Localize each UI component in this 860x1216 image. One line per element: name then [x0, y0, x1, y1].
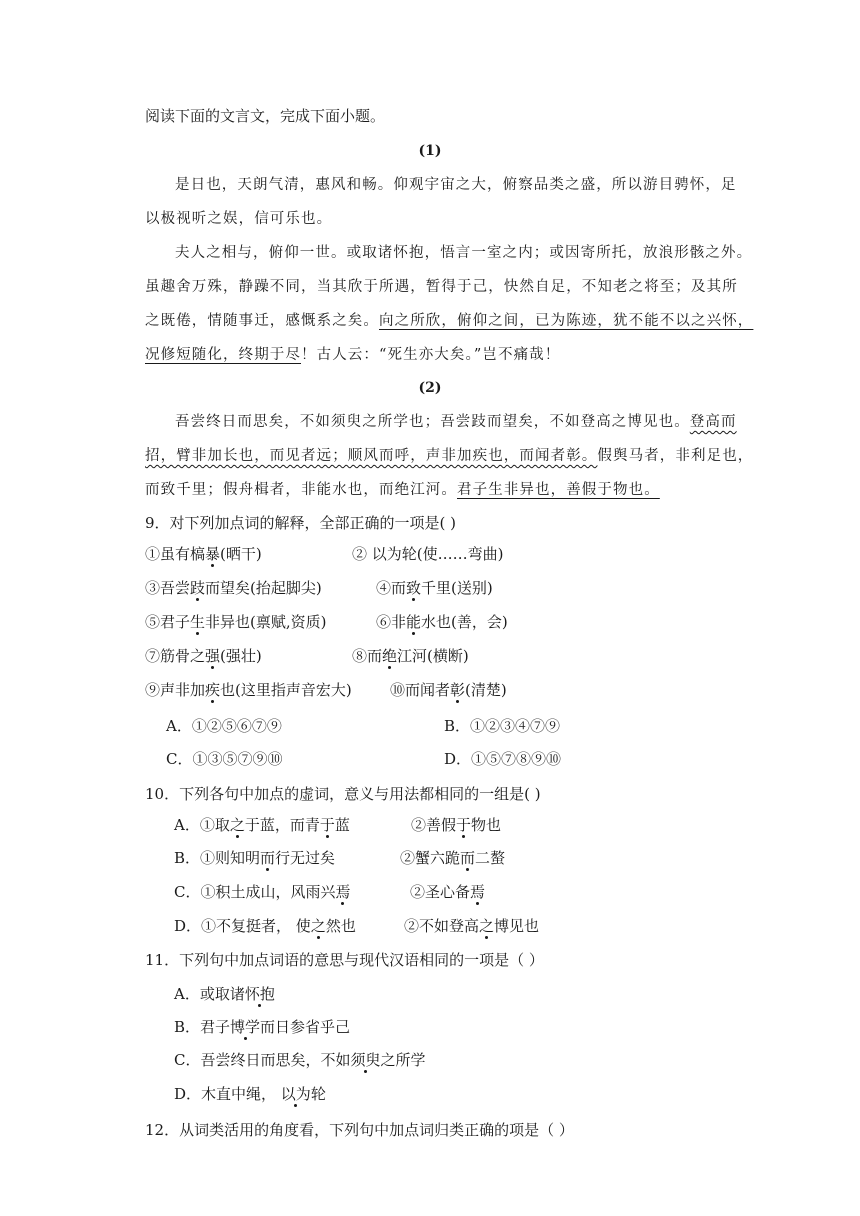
- question-12-stem: 12．从词类活用的角度看，下列句中加点词归类正确的项是（ ）: [145, 1121, 574, 1139]
- passage-1-line-6-text: ！古人云：“死生亦大矣。”岂不痛哉！: [301, 347, 561, 363]
- q10-option-d-part-2: ②不如登高之博见也: [404, 917, 540, 935]
- passage-2-line-2-text: 假舆马者，非利足也，: [597, 448, 754, 464]
- dotted-word: 以为: [280, 1085, 311, 1103]
- dotted-word: 疾: [205, 681, 221, 699]
- passage-1-line-3: 夫人之相与，俯仰一世。或取诸怀抱，悟言一室之内；或因寄所托，放浪形骸之外。: [175, 245, 753, 261]
- dotted-word: 强: [205, 647, 221, 665]
- q9-item-6: ⑥非能水也(善，会): [376, 613, 508, 631]
- passage-1-line-2: 以极视听之娱，信可乐也。: [145, 211, 333, 227]
- dotted-word: 须臾: [350, 1051, 381, 1069]
- dotted-word: 而: [460, 849, 476, 867]
- dotted-word: 之: [229, 816, 245, 834]
- question-11-stem: 11．下列句中加点词语的意思与现代汉语相同的一项是（ ）: [145, 951, 544, 969]
- dotted-word: 博学: [230, 1018, 261, 1036]
- dotted-word: 焉: [335, 883, 351, 901]
- dotted-word: 于: [456, 816, 472, 834]
- dotted-word: 焉: [470, 883, 486, 901]
- q11-option-c[interactable]: C．吾尝终日而思矣，不如须臾之所学: [174, 1051, 426, 1069]
- passage-2-line-3-text: 而致千里；假舟楫者，非能水也，而绝江河。: [145, 482, 457, 498]
- dotted-word: 绝: [382, 647, 398, 665]
- passage-1-line-6: [145, 345, 560, 365]
- dotted-word: 生: [190, 613, 206, 631]
- dotted-word: 之: [310, 917, 326, 935]
- q11-option-a[interactable]: A．或取诸怀抱: [174, 985, 275, 1003]
- q10-option-a[interactable]: A．①取之于蓝，而青于蓝: [174, 816, 350, 834]
- question-9-stem: 9．对下列加点词的解释，全部正确的一项是( ): [145, 514, 457, 532]
- q9-item-1: ①虽有槁暴(晒干): [145, 545, 262, 563]
- passage-2-line-1: [175, 412, 737, 432]
- dotted-word: 暴: [205, 545, 221, 563]
- passage-2-line-1-text: 吾尝终日而思矣，不如须臾之所学也；吾尝跂而望矣，不如登高之博见也。: [175, 414, 690, 430]
- passage-1-line-5: [145, 311, 753, 331]
- underlined-sentence-1a: 向之所欣，俯仰之间，已为陈迹，犹不能不以之兴怀，: [379, 313, 754, 329]
- part-1-title: (1): [418, 143, 442, 159]
- dotted-word: 而: [260, 849, 276, 867]
- q9-option-a[interactable]: A．①②⑤⑥⑦⑨: [166, 717, 282, 735]
- q10-option-a-part-2: ②善假于物也: [411, 816, 502, 834]
- dotted-word: 能: [406, 613, 422, 631]
- passage-1-line-4: 虽趣舍万殊，静躁不同，当其欣于所遇，暂得于己，快然自足，不知老之将至；及其所: [145, 279, 738, 295]
- passage-2-line-2: [145, 446, 753, 466]
- intro-instruction: 阅读下面的文言文，完成下面小题。: [145, 107, 386, 125]
- q10-option-b-part-2: ②蟹六跪而二螯: [400, 849, 506, 867]
- question-10-stem: 10．下列各句中加点的虚词，意义与用法都相同的一组是( ): [145, 785, 541, 803]
- dotted-word: 之: [479, 917, 495, 935]
- underlined-sentence-2b: 招，臂非加长也，而见者远；顺风而呼，声非加疾也，而闻者彰。: [145, 448, 598, 464]
- dotted-word: 彰: [450, 681, 466, 699]
- passage-2-line-3: [145, 480, 660, 500]
- q11-option-b[interactable]: B．君子博学而日参省乎己: [174, 1018, 351, 1036]
- q9-item-7: ⑦筋骨之强(强壮): [145, 647, 262, 665]
- q9-item-4: ④而致千里(送别): [376, 579, 493, 597]
- q9-option-b[interactable]: B．①②③④⑦⑨: [444, 717, 561, 735]
- q9-item-2: ② 以为轮(使……弯曲): [352, 545, 504, 563]
- q9-item-3: ③吾尝跂而望矣(抬起脚尖): [145, 579, 322, 597]
- passage-1-line-1: 是日也，天朗气清，惠风和畅。仰观宇宙之大，俯察品类之盛，所以游目骋怀，足: [175, 177, 737, 193]
- passage-1-line-5-text: 之既倦，情随事迁，感慨系之矣。: [145, 313, 379, 329]
- q10-option-d[interactable]: D．①不复挺者， 使之然也: [174, 917, 356, 935]
- underlined-sentence-1b: 况修短随化，终期于尽: [145, 347, 301, 363]
- q10-option-b[interactable]: B．①则知明而行无过矣: [174, 849, 336, 867]
- underlined-sentence-2c: 君子生非异也，善假于物也。: [457, 482, 660, 498]
- dotted-word: 怀抱: [244, 985, 275, 1003]
- dotted-word: 跂: [190, 579, 206, 597]
- dotted-word: 致: [406, 579, 422, 597]
- underlined-sentence-2a: 登高而: [689, 414, 737, 430]
- q9-option-d[interactable]: D．①⑤⑦⑧⑨⑩: [444, 750, 562, 768]
- q9-item-9: ⑨声非加疾也(这里指声音宏大): [145, 681, 352, 699]
- part-2-title: (2): [418, 380, 442, 396]
- q9-item-8: ⑧而绝江河(横断): [352, 647, 469, 665]
- q10-option-c-part-2: ②圣心备焉: [410, 883, 486, 901]
- q10-option-c[interactable]: C．①积土成山，风雨兴焉: [174, 883, 351, 901]
- q11-option-d[interactable]: D．木直中绳， 以为轮: [174, 1085, 326, 1103]
- dotted-word: 于: [319, 816, 335, 834]
- q9-option-c[interactable]: C．①③⑤⑦⑨⑩: [166, 750, 283, 768]
- q9-item-5: ⑤君子生非异也(禀赋,资质): [145, 613, 327, 631]
- q9-item-10: ⑩而闻者彰(清楚): [390, 681, 507, 699]
